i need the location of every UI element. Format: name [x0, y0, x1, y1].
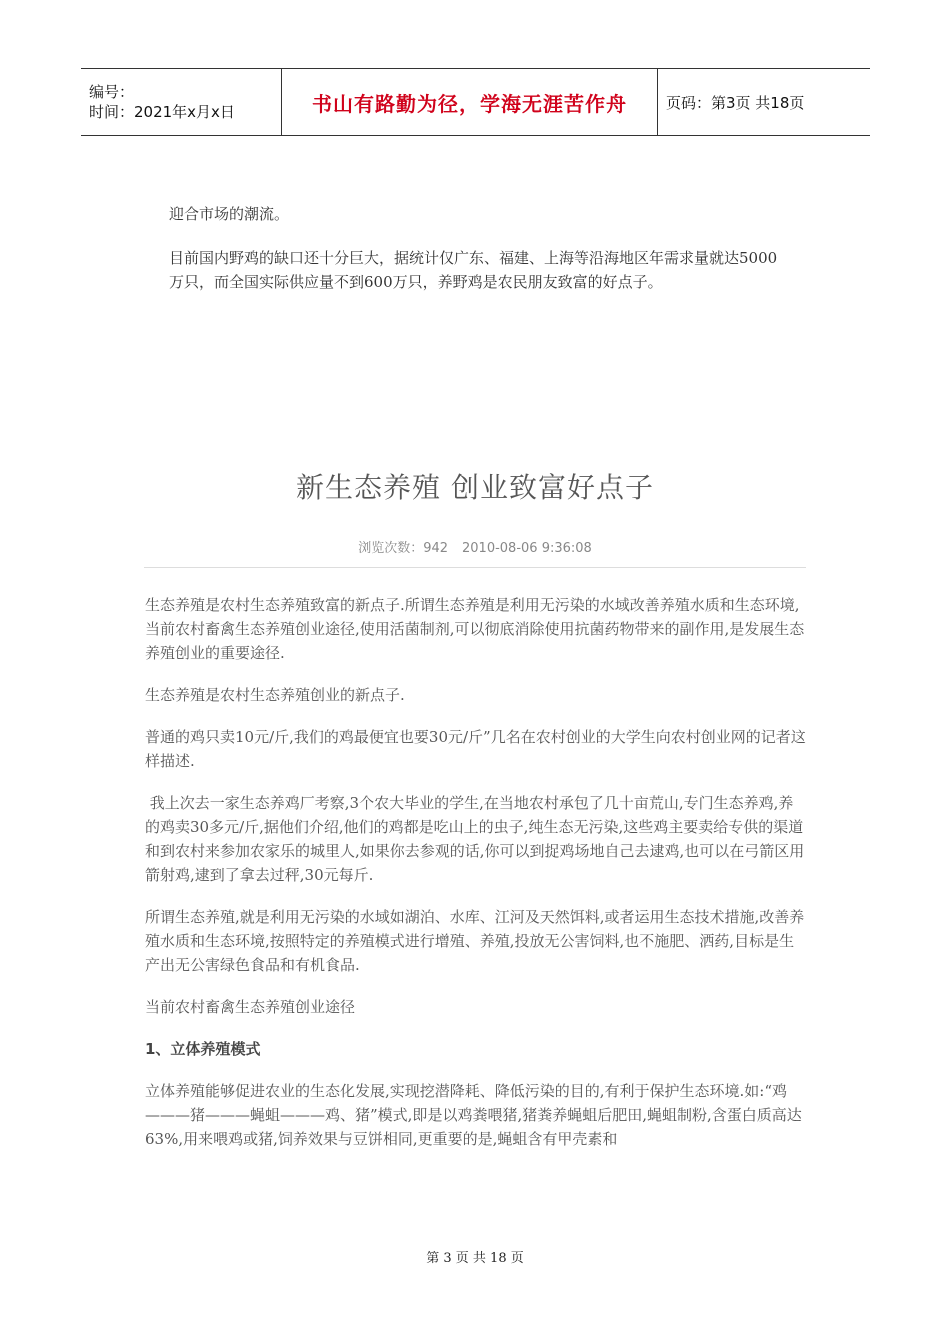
- page-footer: 第 3 页 共 18 页: [426, 1251, 524, 1266]
- header-page-cell: [658, 69, 870, 135]
- header-motto: 书山有路勤为径，学海无涯苦作舟: [312, 91, 627, 116]
- document-header: [81, 68, 870, 136]
- header-left-cell: [81, 69, 282, 135]
- body-paragraph: 生态养殖是农村生态养殖致富的新点子.所谓生态养殖是利用无污染的水域改善养殖水质和生态环境,当前农村畜禽生态养殖创业途径,使用活菌制剂,可以彻底消除使用抗菌药物带来的副作用,是发展生态养殖创业的重要途径.: [145, 596, 805, 662]
- intro-section: [169, 202, 789, 294]
- view-count: 浏览次数：942: [358, 541, 449, 556]
- article-body: [145, 593, 807, 1169]
- header-motto-cell: [282, 69, 658, 135]
- body-paragraph: 所谓生态养殖,就是利用无污染的水域如湖泊、水库、江河及天然饵料,或者运用生态技术措施,改善养殖水质和生态环境,按照特定的养殖模式进行增殖、养殖,投放无公害饲料,也不施肥、洒药,目标是生产出无公害绿色食品和有机食品.: [145, 908, 805, 974]
- number-label: 编号：: [89, 83, 135, 101]
- section-subheading: 1、立体养殖模式: [145, 1040, 261, 1058]
- publish-datetime: 2010-08-06 9:36:08: [462, 541, 592, 556]
- body-paragraph: 立体养殖能够促进农业的生态化发展,实现挖潜降耗、降低污染的目的,有利于保护生态环境.如:“鸡———猪———蝇蛆———鸡、猪”模式,即是以鸡粪喂猪,猪粪养蝇蛆后肥田,蝇蛆制粉,含蛋白质高达63%,用来喂鸡或猪,饲养效果与豆饼相同,更重要的是,蝇蛆含有甲壳素和: [145, 1082, 802, 1148]
- intro-paragraph: 迎合市场的潮流。: [169, 205, 290, 223]
- header-page-info: 页码：第3页 共18页: [666, 93, 805, 112]
- body-paragraph: 生态养殖是农村生态养殖创业的新点子.: [145, 686, 405, 704]
- time-label: 时间：2021年x月x日: [89, 103, 235, 121]
- body-paragraph: 普通的鸡只卖10元/斤,我们的鸡最便宜也要30元/斤”几名在农村创业的大学生向农村创业网的记者这样描述.: [145, 728, 806, 770]
- intro-paragraph: 目前国内野鸡的缺口还十分巨大，据统计仅广东、福建、上海等沿海地区年需求量就达5000万只，而全国实际供应量不到600万只，养野鸡是农民朋友致富的好点子。: [169, 249, 778, 291]
- body-paragraph: 我上次去一家生态养鸡厂考察,3个农大毕业的学生,在当地农村承包了几十亩荒山,专门生态养鸡,养的鸡卖30多元/斤,据他们介绍,他们的鸡都是吃山上的虫子,纯生态无污染,这些鸡主要卖给专供的渠道和到农村来参加农家乐的城里人,如果你去参观的话,你可以到捉鸡场地自己去逮鸡,也可以在弓箭区用箭射鸡,逮到了拿去过秤,30元每斤.: [145, 794, 805, 884]
- article-title: 新生态养殖 创业致富好点子: [296, 471, 654, 504]
- article-meta: [0, 537, 950, 556]
- title-divider: [144, 567, 806, 568]
- body-paragraph: 当前农村畜禽生态养殖创业途径: [145, 998, 356, 1016]
